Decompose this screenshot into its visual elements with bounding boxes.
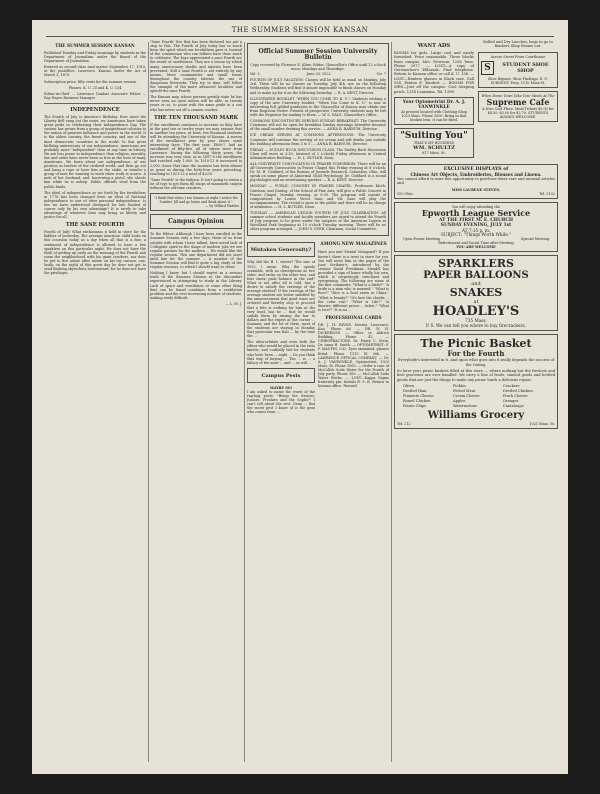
bulletin-subtitle: Copy received by Florence E. Kline, Editor, Chancellor's Office until 12 o'clock noon, Mondays and Thursdays.: [250, 63, 386, 72]
editorial-column-2: [150, 40, 242, 764]
sane-fourth-heading: THE SANE FOURTH: [65, 222, 125, 229]
running-head: THE SUMMER SESSION KANSAN: [231, 26, 369, 34]
schultz-ad: [394, 128, 474, 158]
epworth-line-8: Special Meeting: [521, 236, 549, 241]
campus-pests-text: I am asked to name the worst of the rag-hag pests: "Being the Seniors, Juniors, Freshies and the Sophs?" I can't tell about the rest. Dean ... But the worst pest I know of is the gent who comes from ...: [247, 389, 315, 415]
bulletin-notice: ICE CREAM SERVED AT COMMONS AFTERNOONS: The University Commons will continue the serving of ice cream and soft drinks just outside the building afternoons from 3 to 5. — ANNA B. BARNUM, Director.: [250, 133, 386, 146]
grocery-item: Watermelons: [453, 404, 477, 409]
bulletin-dateline: [250, 72, 386, 76]
masthead: THE SUMMER SESSION KANSAN: [55, 43, 135, 48]
hoadley-address: 735 Mass.: [465, 318, 487, 324]
suiting-sub: THAT'S MY BUSINESS: [414, 141, 454, 146]
advertising-column: [394, 40, 558, 764]
column-divider: [391, 42, 392, 762]
williams-grocery-ad: [394, 334, 558, 429]
schultz-name: WM. SCHULTZ: [413, 145, 455, 152]
bulletin-box: [247, 43, 389, 236]
grocery-item: Potato Chips: [403, 404, 427, 409]
epworth-line-1: You will enjoy attending the: [452, 204, 500, 209]
shoe-shop-location: Across Street From Courthouse: [490, 54, 546, 59]
hoadley-name: HOADLEY'S: [432, 304, 520, 320]
ten-thousand-text: If the enrollment continues to increase as they have in the past ten or twelve years we may assume that in another ten years, at least, ten thousand students will be attending the University of Kansas. A survey of the enrollment year by year shows some interesting facts. The first year, 1866-7, had an enrollment of fifty-five, all of whom were from Lawrence. During the following thirty years, the increase was very slow, as in 1897-8 the enrollment had reached only 1,000. In 1910-11 it increased to 2,000. Since that time the increase has been almost as great as during the forty-four years preceding, reaching in 1921-22 a total of 4,630.: [150, 122, 242, 176]
epworth-line-3: AT THE FIRST M. E. CHURCH: [438, 217, 514, 223]
issue-date: June 30, 1922: [306, 72, 331, 77]
picnic-headline: The Picnic Basket: [420, 337, 532, 351]
grocery-item: Boned Chicken: [403, 399, 431, 404]
quote-text: "I think that when I see Kansas at night I notice the 'lumber' Jill and go home and think about it.": [154, 196, 238, 205]
supreme-sub: A Nice Cool Place. Meal Tickets $5.00 for $4.50. $3.00 for $2.70. STUDENTS ALWAYS WELCOME.: [482, 106, 554, 120]
bulletin-notice: COMMONS DISCONTINUES SERVING SUNDAY BREAKFAST: The University Commons will not be open for breakfast Sunday mornings hereafter because of the small number desiring this service. — ANNA B. BARNUM, Director.: [250, 119, 386, 132]
williams-address: 1021 Mass. St.: [529, 422, 555, 427]
campus-opinion-signature: — L. M. J.: [225, 301, 242, 306]
grocery-item-list: [403, 384, 549, 408]
column-divider: [244, 42, 245, 762]
grocery-item: Cantaloupe: [503, 404, 524, 409]
suiting-headline: "Suiting You": [400, 131, 468, 142]
hoadley-ad: [394, 255, 558, 331]
quote-author: — by Willard Wattles: [205, 204, 239, 209]
epworth-line-9: Refreshment and Social Time after Meeting: [438, 241, 514, 245]
optometrist-sub: At present located with Clothing Shop 1023 Mass. Phone 1000. Bring in that broken lens; it can be fixed.: [401, 109, 467, 123]
shoe-shop-logo: [481, 61, 555, 75]
masthead-body: Published Tuesday and Friday mornings by students in the Department of Journalism under the Board of the Department of Journalism.: [44, 51, 146, 64]
supreme-lead: When Down Town Take Your Meals At The: [481, 93, 555, 98]
mistaken-box: [247, 242, 315, 257]
exclusive-contact: [397, 192, 555, 196]
left-subcolumn: [247, 239, 315, 416]
bulletin-notice: FRIDAY — DUDLEY BUCK DISCUSSION CLASS: The Dudley Buck Discussion Class will meet at 3:30, (instead of 2 o'clock) Friday afternoon in Central Administration Building. — H. L. BUTLER, Dean.: [250, 147, 386, 160]
epworth-line-7: Open Forum Meeting: [403, 236, 440, 241]
campus-opinion-box: [150, 214, 242, 229]
supreme-cafe-ad: [478, 91, 558, 122]
schultz-address: 817 Mass. St.: [422, 151, 446, 156]
poem-text: "Sane Fourth" is the fashion. It isn't going to strain a lot of toys to get them fill shops of mammoth canyon without the old-time crackers.: [150, 177, 242, 190]
exclusive-note: You cannot afford to miss this opportunity to purchase these rare and unusual articles and: [397, 177, 555, 186]
epworth-line-6: SUBJECT: "Things Worth While.": [440, 231, 512, 237]
right-subcolumn: [318, 239, 389, 416]
want-ads-text: ROOMS for girls. Large cool and nicely furnished. Price reasonable. Three blocks from campus. Mrs. Newsom, 1238 Tenn. Phone 2077. — LOST—A copy of Gerstaecker's Eldorado. Find telephone. Return to Kansan office or call K. U. 136. — LOST—Rimless glasses in black case. Call 954. Fenton E. Burdett. — ROOMS FOR MEN—Just off the campus. Cool sleeping porch. 1314 Louisiana. Tel. 1398.: [394, 51, 474, 94]
subscription-price: Subscription price, fifty cents for the summer session.: [44, 79, 138, 84]
bulletin-heading: Official Summer Session University Bulletin: [258, 48, 378, 61]
picnic-subheadline: For the Fourth: [447, 349, 505, 359]
issue-number: No. 7: [376, 72, 386, 77]
williams-phone: Tel. 212: [397, 422, 411, 427]
exclusive-displays-ad: [394, 164, 558, 198]
mistaken-text: Why did the B. I. winter? The sins of 1922, I mean. Why the openly scramble, with no descriptions as two sides, and tacks on the other two, and four exotic pads balance in the end? What is not after all is told, has a desire to satisfy the cravings of the average student? If the cravings of the average student are below satisfied by the announcement that good roses are ordered and thereby stop to proceed that a bite is nothing for him at the very least, has he ... that he would satisfy them by raising the bar to dollars and the expert at the corner ... Summer, and the lot of them, most of the students are staying in Monday that particular was that ... by the time the ...: [247, 260, 315, 339]
grocery-item: Potted Meat: [453, 388, 476, 393]
independence-text-2: The ideal of independence as set forth by the forefathers in 1776 has been changed from an ideal of National independence to one of utter personal independence. Is law we have understood disregard for law, limited of course only by his own advantage? It is rarely to take advantage of whatever laws may bring us liberty and justice for all.: [44, 190, 146, 220]
column-divider: [148, 42, 149, 762]
divider: [44, 103, 146, 104]
supreme-name: Supreme Cafe: [486, 96, 550, 107]
ads-top: [394, 40, 558, 161]
campus-pests-box: [247, 368, 315, 383]
picnic-intro: Everybody's interested in it. And upon what goes into it really depends the success of the Outing.: [397, 358, 555, 367]
optometrist-name: Your Optometrist Dr. A. J. VANWINKLE: [402, 99, 466, 110]
independence-text: The Fourth of July is America's Birthday. Ever since the Liberty Bell rang out the news, we Americans have taken great pride in celebrating their Independence Day. The custom has grown from a group of insignificant colonies to the nation of greatest influence and power in the world. It is the oldest country, the freest country, and one of the most democratic countries in the world. In this great birthday anniversary of our independence, Americans are probably more "independent" than at any time in history. We are less prone to independence than religion, morality, law and order have never been so free in the lives of many Americans. We learn about our independence, of our position as leaders of the civilized world, and then go out and hang a rope or have him at the stake, or wonder a group of men for wanting to work when work is scarce. A mob of her husband, and, borrowing a pistol, she shoots him while he is asleep. Public officials steal from the public funds.: [44, 114, 146, 189]
shoe-shop-tag: Shoe Repairs. Shoe Findings. E. O. SURGENT, Prop. 1110 Mass St.: [487, 76, 549, 85]
s-logo-icon: S: [481, 61, 494, 75]
bulletin-notice: FOURTH OF JULY VACATION: Classes will be held as usual on Monday, July 3rd. There will be no classes on Tuesday, July 4th, nor on the following Wednesday. Students will find it almost impossible to finish classes on Monday and to make up for it on the following Saturday. — R. A. KENT, Director.: [250, 78, 386, 95]
bulletin-notices: [250, 78, 386, 231]
picnic-body: So have your picnic baskets filled at this store — where nothing but the freshest and best groceries are ever handled. We carry a line of fruits, canned goods and bottled goods that are just the things to make any picnic lunch a delicious repast.: [397, 368, 555, 382]
campus-opinion-text: To the Editor: Although I have been enrolled in the Summer Session only a few days, those of us from outside with whom I have talked, have noted lack of Collegiate spirit in the shape of modern jobs we see regular patrons for the modern ... We would like the regular session. This one department did not meet until late for the summer ... A number of the Summer Session will find it quite a big study of the regular sessions, to which I should want to cheer.: [150, 232, 242, 270]
exclusive-address: 550 Ohio: [397, 191, 413, 196]
bulletin-notice: ILLUSTRATED BOOKLET "WHEN YOU COME TO K. U.": Students wishing a copy of the new University booklet, "When You Come to K. U." is now in interesting full, gilded graduates to the Chancellor of Kansas may obtain one from Registrar Foster. Friends of prospective University students may be left with the Registrar for mailing to them. — W. S. DALE, Chancellor's Office.: [250, 96, 386, 118]
sane-fourth-continued: "Sane Fourth" fire that has been declared too put a stop to this. The Fourth of July today has so much been the spirit which our forefathers gave it. Instead of the commission who ran fathers have done much to celebrate. The boys appreciated a sane Fourth are the result of carefulness. They are a lesson by which many unnecessary deaths and injuries have been prevented. Still a sane Fourth is not entirely by any means. More communities and small towns throughout the country tolerate the use of dangerous fireworks. They try, in time, will follow the example of the more advanced localities and uphold the sane Fourth.: [150, 40, 242, 94]
bulletin-notice: ALL-UNIVERSITY CONVOCATION IN FRASER TOMORROW: There will be an all-University Convocation in Fraser Chapel this Friday evening at 8 o'clock. Dr. M. H. Goddard, of the Bureau of Juvenile Research, Columbus, Ohio, will speak on some phase of Abnormal Child Psychology. Dr. Goddard is a sound psychologist and an entertaining speaker. — R. A. KENT, Director.: [250, 161, 386, 183]
exclusive-name: MISS LAURENE STEVEN.: [451, 187, 501, 192]
campus-pests-sub: MAYBE SO!: [269, 385, 293, 390]
grocery-item: Crackers: [503, 383, 520, 388]
epworth-line-10: YOU ARE WELCOME: [456, 245, 496, 250]
shoe-shop-ad: [478, 52, 558, 88]
magazines-heading: AMONG NEW MAGAZINES: [320, 242, 387, 248]
right-ads: [478, 40, 558, 161]
epworth-line-4: SUNDAY EVENING, JULY 1st: [440, 223, 512, 229]
volume: Vol. 3.: [250, 72, 261, 77]
bulletin-notice: MONDAY — PUBLIC CONCERT IN FRASER CHAPEL: Professors Kirch, Garrison, and Dunlog, of the School of Fine Arts, will give a Public Concert in Fraser Chapel, Monday evening, at 8:30. The program will consist of compositions by Louise Victor Saar, and Mr. Saar will play the accompaniments. The recital is open to the public and there will be no charge of admission. — H. L. BUTLER, Dean.: [250, 184, 386, 209]
mistaken-text-2: The ultra-orbitals and even both the editor who would be placed in the ratio kinetic, and cordially bid for students who have been ... eight ... Do you think that way of buying ... The ... is ... a fallacy of the most ... and ... so will ...: [247, 340, 315, 365]
williams-name: Williams Grocery: [427, 410, 525, 422]
at-text: at: [473, 299, 479, 306]
grocery-item: Pickles: [453, 383, 466, 388]
sane-fourth-text: Fourth of July! What enthusiasm it held in store for the kiddies of yesterday. The average American child looks on this occasion today as a day when all that is a fine, a sentiment of independence is allowed to have a few sparklers on this particular night. He does not have the thrill of getting up early on the morning of the Fourth and roam the neighborhood with his giant crackers, nor does he get to fire salute after salute on his toy cannon; one, lastly, on the night of this great day he does not get to send flashing skyrockets heavenward, for he does not have the privileges.: [44, 230, 146, 276]
grocery-item: Deviled Chicken: [503, 388, 533, 393]
campus-opinion-heading: Campus Opinion: [168, 218, 224, 226]
top-rule: [46, 36, 554, 37]
staff-list: Editor-in-Chief ... Lawrence Dunbar Associate Editor ... Ray Hayes Business Manager: [44, 91, 146, 100]
exclusive-heading: EXCLUSIVE DISPLAYS of: [443, 167, 509, 173]
and-text: and: [471, 281, 481, 288]
ten-thousand-heading: THE TEN THOUSAND MARK: [153, 114, 239, 121]
epworth-ad: [394, 202, 558, 252]
lower-split: [247, 239, 389, 416]
snakes-text: SNAKES: [449, 286, 503, 300]
grocery-item: Apples: [453, 399, 466, 404]
grocery-item: Cream Cheese: [453, 394, 480, 399]
magazines-text: Have you met Mental Mangonel? If you haven't there is a treat in store for you. You will meet him in the pages of the June Scribner's, introduced by the creator David Freedman. Mendel has provided a sign of home wholly his own, which is surprisingly trenchant and eyeopening. The following are some of the first comments: "What is a bride?" "A bride is a man who is married." "What is Rice?" "Rice is a food eaten in China." "What is beauty?" "It's how the cheeks ... the color rise." "What is Life?" "A theatre; different prices ... ticket." "What is love?" "It is an ...: [318, 250, 389, 312]
professional-cards-heading: PROFESSIONAL CARDS: [325, 314, 382, 320]
williams-contact: [397, 422, 555, 426]
want-ads: [394, 40, 474, 161]
bulletin-notice: TUESDAY — AMERICAN LEGION FOURTH OF JULY CELEBRATION: All summer school students and faculty members are urged to attend the Fourth of July program to be given under the auspices of the American Legion at Woodland Park beginning at 10 o'clock Tuesday morning. There will be no other program arranged. — JOHN S. DYER, Chairman, Social Committee.: [250, 211, 386, 232]
trouble-text: The Kansan may, whose parents greatly state he has never seen an open saloon will be able, in twenty years or so, to point with the same pride to a son who has never set off a cannon cracker.: [150, 95, 242, 112]
independence-heading: INDEPENDENCE: [70, 106, 120, 113]
campus-opinion-text-2: Nothing I know, but I should regret as a serious truth of the Summer Session in the discomfort experienced in attempting to study in the Library. Lack of space and ventilation or some other thing that can be found combines from a ventilation problem and the ever increasing number of students, making study difficult.: [150, 271, 242, 300]
grocery-item: Oranges: [503, 399, 519, 404]
exclusive-body: Chinese Art Objects, Embroideries, Blouses and Linens.: [410, 171, 542, 177]
exclusive-phone: Tel. 2102: [539, 191, 555, 196]
balloons-text: PAPER BALLOONS: [423, 270, 529, 282]
want-ads-heading: WANT ADS: [417, 43, 451, 49]
mistaken-heading: Mistaken Generosity?: [250, 247, 312, 254]
grocery-item: Deviled Ham: [403, 388, 427, 393]
epworth-line-2: Epworth League Service: [421, 207, 531, 218]
shoe-shop-name: STUDENT SHOE SHOP: [502, 61, 549, 74]
optometrist-ad: [394, 97, 474, 125]
mailing-notice: Entered as second-class mail matter September 17, 1910, at the postoffice, Lawrence, Kansas, under the Act of March 3, 1879.: [44, 65, 146, 78]
hoadley-ps: P. S. We can tell you where to buy firecrackers.: [426, 323, 526, 329]
editorial-column: [44, 40, 146, 764]
grocery-item: Pimiento Cheese: [403, 394, 434, 399]
shop-note: Rolled and Dry Lunches, bags to go to Bankers Shop Rooms out.: [483, 40, 553, 49]
sparklers-text: SPARKLERS: [438, 257, 514, 271]
newspaper-page: [32, 20, 568, 774]
grocery-item: Pinch Cheese: [503, 394, 528, 399]
campus-pests-heading: Campus Pests: [261, 372, 301, 379]
phone-numbers: Phones: K. U. 25 and K. U. 134: [68, 85, 122, 90]
grocery-item: Olives: [403, 383, 415, 388]
professional-cards: DR. J. H. PAYNE, Dentist, Lawrence, Kan. Phone 66. — DR. W. H. DICKERSON — Office in Aldrich Building, Phone 42. — CHIROPRACTORS: Dr. Harry C. Stein, Dr. Anna H. Smith. — OPTOMETRIST: F. P. MAUPIN, O.D., Eyes examined, glasses fitted. Phone 1115 W. 8th. — LAWRENCE OPTICAL COMPANY. — Dr. A. J. VANWINKLE, Optometrist, 1023 Mass. St. Phone 1000. — Order a case of McColloh Soda Water for the Fourth of July party. Phone 169. — McColloh Soda Water Works. — LOST—Kappa Sigma fraternity pin. Initials R. S. B. Return to Kansan office. Reward.: [318, 322, 389, 389]
bulletin-column: [247, 40, 389, 764]
epworth-line-5: AT 7:15 p. m.: [461, 227, 491, 233]
quote-box: [150, 193, 242, 211]
